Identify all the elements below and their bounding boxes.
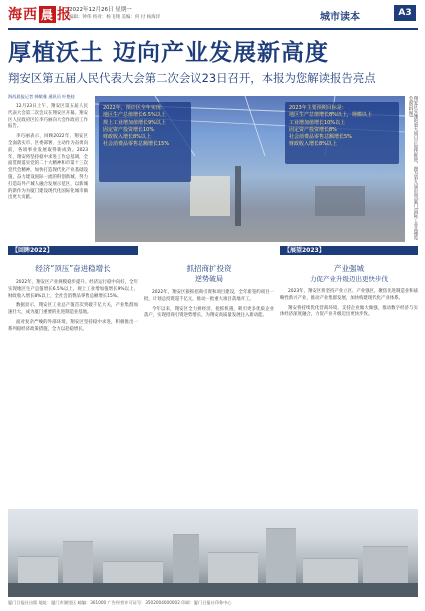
page-number-badge: A3 (394, 5, 416, 21)
stats-line: 规上工业增加值增长9%以上 (103, 119, 166, 126)
column-paragraph: 2023年，翔安区将坚持产业立区、产业强区，聚焦先进制造业和战略性新兴产业，推动产业集群发展，加快构建现代化产业体系。 (280, 289, 418, 301)
stats-line: 工业增加值增长10%以上 (289, 119, 346, 126)
intro-column (8, 104, 88, 202)
column-review-2022 (8, 246, 138, 334)
stats-panel-title: 2022年，预计区全年实现： (103, 105, 166, 111)
page-headline: 厚植沃土 迈向产业发展新高度 (8, 40, 330, 66)
editor-credits: 编辑：钟伟 校对：杨飞翔 美编：何 付 杨海洋 (69, 15, 161, 20)
column-paragraph: 数据显示，翔安区工业总产值首次突破千亿大关，产业集群加速壮大，成为厦门重要的先进制造业基地。 (8, 303, 138, 316)
byline: 海西晨报记者 韩敏雅 通讯员 叶艳桂 (8, 94, 75, 99)
column-subtitle: 逆势破局 (195, 275, 223, 283)
page-subheadline: 翔安区第五届人民代表大会第二次会议23日召开，本报为您解读报告亮点 (8, 71, 376, 85)
column-title: 抓招商扩投资 (186, 264, 232, 273)
stats-panel-title: 2023年主要预期目标是： (289, 105, 347, 111)
section-bar-outlook: 【展望2023】 (280, 246, 418, 255)
stats-line: 社会消费品零售总额增长15% (103, 141, 170, 148)
masthead (0, 0, 425, 32)
column-title: 经济“顶压”奋进稳增长 (35, 264, 111, 273)
newspaper-logo (8, 4, 72, 24)
road-strip (8, 583, 418, 597)
column-spacer (144, 246, 274, 255)
stats-line: 财政收入增长8%以上 (289, 141, 337, 148)
section-bar-review: 【回眸2022】 (8, 246, 138, 255)
column-paragraph: 2022年，翔安区狠抓招商引资和项目建设，全年新签约项目一批，计划总投资超千亿元，推动一批重大项目落地开工。 (144, 290, 274, 302)
logo-text-left: 海西 (8, 7, 38, 23)
column-paragraph: 面对复杂严峻的外部环境，翔安区坚持稳中求进，积极推出一系列稳经济政策措施，全力以赴稳增长。 (8, 319, 138, 332)
column-title: 产业强城 (334, 264, 364, 273)
stats-line: 社会消费品零售总额增长5% (289, 134, 352, 141)
stats-line: 地区生产总值增长8%以上，规模以上 (289, 112, 372, 119)
city-skyline-photo (8, 509, 418, 597)
hero-photo (95, 96, 405, 242)
column-outlook-2023 (280, 246, 418, 319)
intro-paragraph: 李巧丽表示，回顾2022年，翔安区全面落实市、区委部署，主动作为奋勇向前，各项事业发展取得新成效。2023年，翔安将坚持稳中求进工作总基调，全面贯彻落实党的二十大精神和市第十三次党代会精神，加快打造现代化产业基础设施，奋力建设国际一流的科创新城，努力打造岛外产城人融合发展示范区，以新城的新作为为厦门建设现代化国际化城市做出更大贡献。 (8, 134, 88, 201)
logo-text-right: 报 (57, 7, 73, 23)
column-paragraph: 翔安将持续优化营商环境，支持企业做大做强，推动数字经济与实体经济深度融合，力促产业升级迈出更快步伐。 (280, 305, 418, 318)
photo-caption-vertical: 翔安区实施的重大项目正加快推进，图为第九届中国(厦门)国际工业品博览会(资料图) (408, 96, 418, 241)
column-subtitle: 力促产业升级迈出更快步伐 (310, 275, 388, 283)
page-footer: 厦门日报社出版 地址：厦门市湖里区 邮编：361000 广告经营许可证号：3502004000002 印刷：厦门日报社印务中心 (8, 600, 232, 605)
stats-panel-2022 (99, 102, 191, 182)
intro-paragraph: 12月23日上午，翔安区第五届人民代表大会第二次会议在翔安区开幕。翔安区人民政府区长李巧丽向大会作政府工作报告。 (8, 104, 88, 130)
stats-line: 地区生产总值增长6.5%以上 (103, 112, 166, 119)
issue-date: 2022年12月26日 星期一 (69, 7, 132, 13)
logo-box: 晨 (41, 8, 55, 22)
section-name: 城市读本 (320, 12, 360, 23)
stats-line: 固定资产投资增长10% (103, 126, 155, 133)
masthead-rule (8, 28, 418, 30)
stats-line: 财政收入增长8%以上 (103, 134, 151, 141)
column-investment (144, 246, 274, 320)
stats-panel-2023 (285, 102, 399, 164)
stats-line: 固定资产投资增长8% (289, 126, 337, 133)
column-paragraph: 2022年，翔安区产业规模稳步提升。经济运行稳中向好，全年实现地区生产总值增长6.5%以上，规上工业增加值增长9%以上，财政收入增长8%以上，全社会消费品零售总额增长15%。 (8, 280, 138, 299)
column-paragraph: 今年以来，翔安区全力拼经济，抢抓机遇，吸引更多优质企业落户，实现招商引资逆势增长，为翔安高质量发展注入新动能。 (144, 306, 274, 319)
